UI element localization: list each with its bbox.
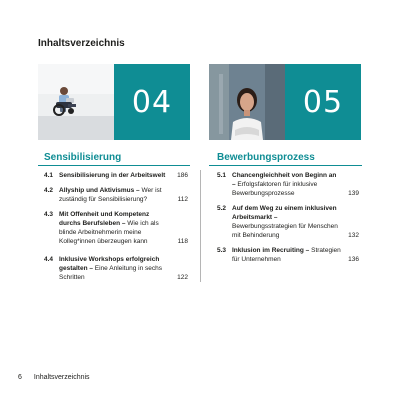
toc-list bbox=[44, 171, 188, 288]
toc-entry-number: 5.2 bbox=[217, 205, 227, 212]
toc-entry-page: 118 bbox=[177, 238, 188, 245]
toc-entry-title: Inklusion im Recruiting bbox=[232, 247, 304, 254]
toc-entry[interactable] bbox=[217, 171, 359, 198]
page-number: 6 bbox=[18, 374, 22, 381]
chapter-title: Sensibilisierung bbox=[44, 152, 122, 163]
chapter-divider bbox=[38, 165, 190, 166]
toc-entry-page: 132 bbox=[348, 232, 359, 239]
toc-entry-number: 4.4 bbox=[44, 256, 54, 263]
wheelchair-user-photo bbox=[38, 64, 114, 140]
toc-entry-page: 136 bbox=[348, 256, 359, 263]
toc-entry[interactable] bbox=[44, 210, 188, 246]
toc-entry[interactable] bbox=[44, 186, 188, 204]
page-footer bbox=[18, 374, 90, 381]
column-divider bbox=[200, 170, 201, 282]
toc-entry-title: Allyship und Aktivismus bbox=[59, 187, 135, 194]
toc-entry-number: 5.3 bbox=[217, 247, 227, 254]
chapter-05-banner bbox=[209, 64, 361, 140]
toc-entry-number: 4.3 bbox=[44, 211, 54, 218]
toc-entry-dash: – bbox=[232, 181, 238, 188]
toc-entry-title: Mit Offenheit und Kompetenz durchs Berufsleben bbox=[59, 211, 150, 227]
toc-entry-title: Auf dem Weg zu einem inklusiven Arbeitsmarkt bbox=[232, 205, 337, 221]
toc-entry-dash: – bbox=[87, 265, 95, 272]
toc-entry-page: 139 bbox=[348, 190, 359, 197]
toc-entry-title: Chancengleichheit von Beginn an bbox=[232, 172, 337, 179]
toc-entry-subtitle: Wer ist zuständig für Sensibilisierung? bbox=[59, 187, 162, 203]
toc-entry-subtitle: Bewerbungsstrategien für Menschen mit Behinderung bbox=[232, 223, 338, 239]
toc-entry-subtitle: Eine Anleitung in sechs Schritten bbox=[59, 265, 162, 281]
toc-entry-number: 4.2 bbox=[44, 187, 54, 194]
chapter-title: Bewerbungsprozess bbox=[217, 152, 315, 163]
toc-entry-title: Sensibilisierung in der Arbeitswelt bbox=[59, 172, 166, 179]
woman-portrait-photo bbox=[209, 64, 285, 140]
page-title: Inhaltsverzeichnis bbox=[38, 38, 125, 49]
toc-entry[interactable] bbox=[217, 204, 359, 240]
toc-entry-number: 5.1 bbox=[217, 172, 227, 179]
toc-entry-subtitle: Strategien für Unternehmen bbox=[232, 247, 341, 263]
toc-entry-page: 122 bbox=[177, 274, 188, 281]
toc-entry[interactable] bbox=[44, 255, 188, 282]
toc-entry-page: 186 bbox=[177, 172, 188, 179]
toc-entry-dash: – bbox=[303, 247, 312, 254]
toc-entry-subtitle: Wie ich als blinde Arbeitnehmerin meine Kolleg*innen überzeugen kann bbox=[59, 220, 159, 245]
toc-entry-page: 112 bbox=[177, 196, 188, 203]
toc-entry[interactable] bbox=[217, 246, 359, 264]
toc-entry-subtitle: Erfolgsfaktoren für inklusive Bewerbungsprozesse bbox=[232, 181, 318, 197]
chapter-divider bbox=[209, 165, 362, 166]
chapter-number: 05 bbox=[285, 64, 361, 140]
toc-entry[interactable] bbox=[44, 171, 188, 180]
toc-entry-number: 4.1 bbox=[44, 172, 54, 179]
toc-entry-title: Inklusive Workshops erfolgreich gestalten bbox=[59, 256, 160, 272]
chapter-04-banner bbox=[38, 64, 190, 140]
chapter-number: 04 bbox=[114, 64, 190, 140]
toc-list bbox=[217, 171, 359, 270]
toc-entry-dash: – bbox=[272, 214, 278, 221]
footer-label: Inhaltsverzeichnis bbox=[33, 374, 90, 381]
toc-entry-dash: – bbox=[120, 220, 128, 227]
toc-entry-dash: – bbox=[134, 187, 142, 194]
